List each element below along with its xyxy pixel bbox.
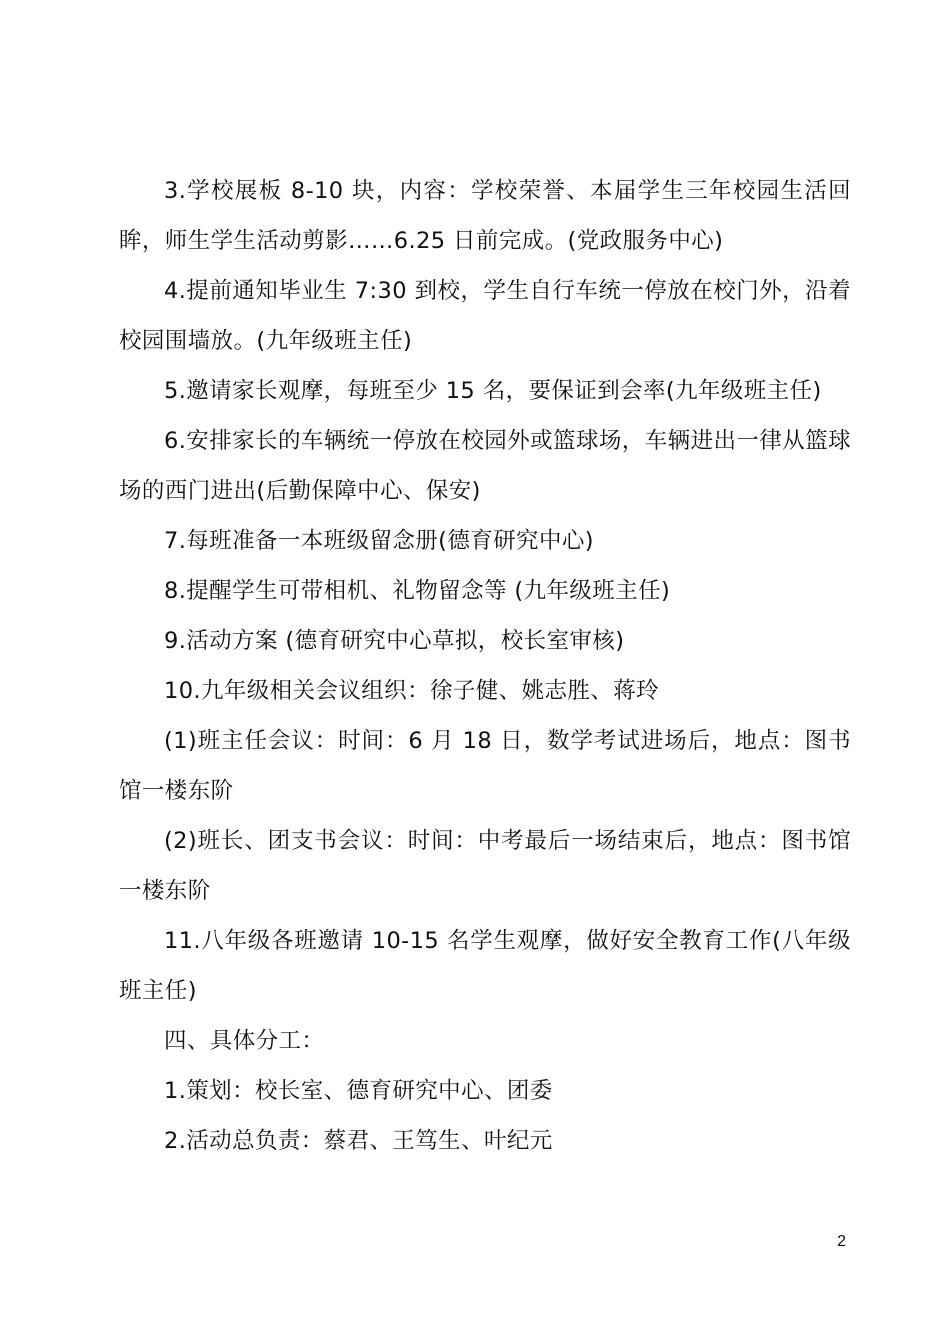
division-item-2: 2.活动总负责：蔡君、王笃生、叶纪元	[164, 1128, 553, 1154]
paragraph-subitem-2: (2)班长、团支书会议：时间：中考最后一场结束后，地点：图书馆一楼东阶	[119, 828, 851, 904]
paragraph-item-8: 8.提醒学生可带相机、礼物留念等 (九年级班主任)	[164, 578, 671, 604]
paragraph-item-11: 11.八年级各班邀请 10-15 名学生观摩，做好安全教育工作(八年级班主任)	[119, 928, 851, 1004]
page-number: 2	[837, 1233, 846, 1250]
paragraph-item-5: 5.邀请家长观摩，每班至少 15 名，要保证到会率(九年级班主任)	[164, 378, 822, 404]
paragraph-item-10: 10.九年级相关会议组织：徐子健、姚志胜、蒋玲	[164, 678, 659, 704]
document-body	[119, 166, 851, 1166]
paragraph-item-4: 4.提前通知毕业生 7:30 到校，学生自行车统一停放在校门外，沿着校园围墙放。(九年级班主任)	[119, 278, 851, 354]
division-item-1: 1.策划：校长室、德育研究中心、团委	[164, 1078, 553, 1104]
paragraph-item-9: 9.活动方案 (德育研究中心草拟，校长室审核)	[164, 628, 625, 654]
section-heading: 四、具体分工：	[164, 1028, 325, 1054]
paragraph-item-3: 3.学校展板 8-10 块，内容：学校荣誉、本届学生三年校园生活回眸，师生学生活动剪影……6.25 日前完成。(党政服务中心)	[119, 178, 851, 254]
paragraph-subitem-1: (1)班主任会议：时间：6 月 18 日，数学考试进场后，地点：图书馆一楼东阶	[119, 728, 851, 804]
paragraph-item-7: 7.每班准备一本班级留念册(德育研究中心)	[164, 528, 594, 554]
paragraph-item-6: 6.安排家长的车辆统一停放在校园外或篮球场，车辆进出一律从篮球场的西门进出(后勤保障中心、保安)	[119, 428, 851, 504]
